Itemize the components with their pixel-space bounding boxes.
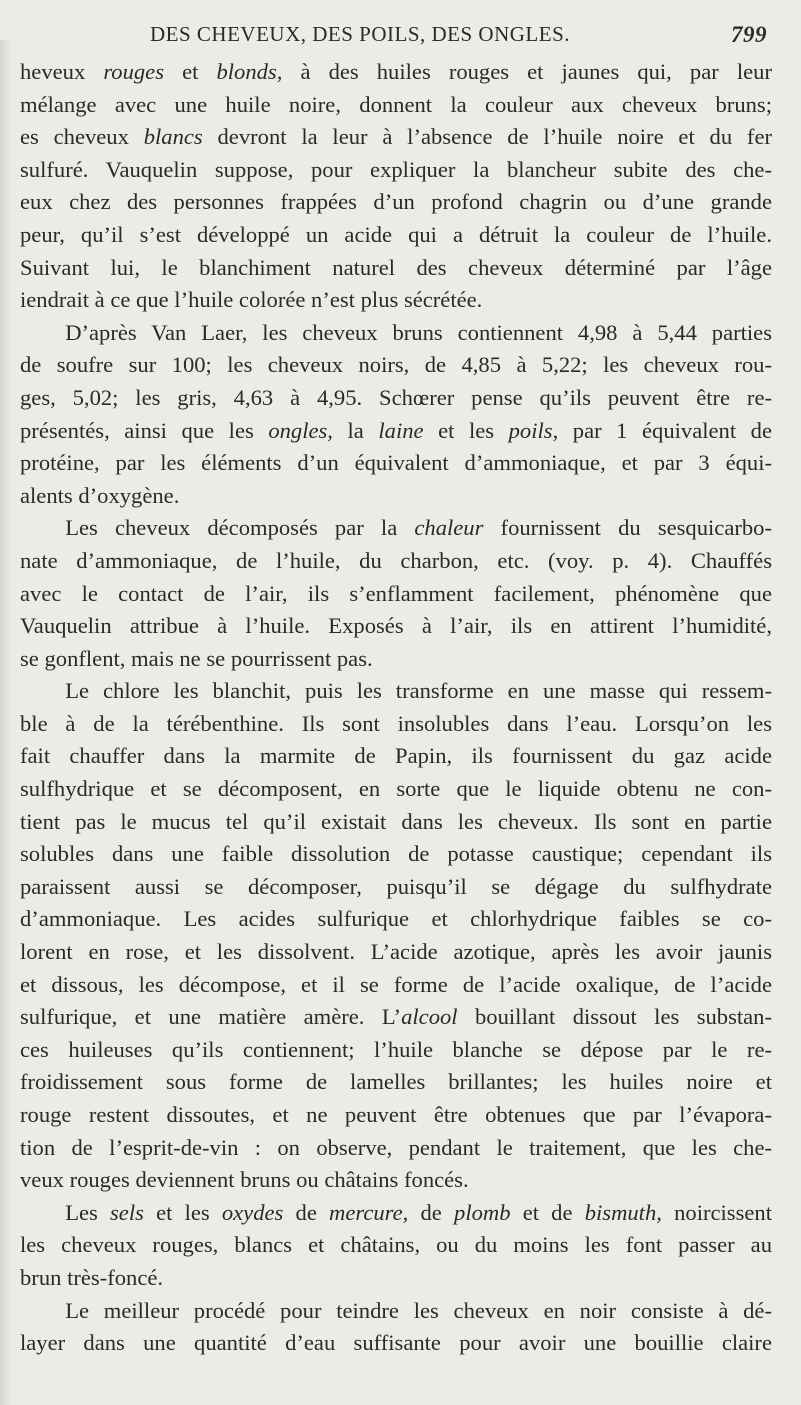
text-segment: ces huileuses qu’ils contiennent; l’huile blanche se dépose par le re-: [20, 1036, 772, 1062]
text-segment: Les: [20, 1199, 110, 1225]
text-line: [20, 1164, 772, 1197]
text-segment: eux chez des personnes frappées d’un profond chagrin ou d’une grande: [20, 189, 772, 215]
text-segment: devront la leur à l’absence de l’huile noire et du fer: [202, 124, 772, 150]
text-line: [20, 610, 772, 643]
text-segment: sulfurique, et une matière amère. L’: [20, 1004, 402, 1030]
text-segment: es cheveux: [20, 124, 144, 150]
text-segment: froidissement sous forme de lamelles brillantes; les huiles noire et: [20, 1069, 772, 1095]
text-segment: Les cheveux décomposés par la: [20, 515, 415, 541]
text-segment: peur, qu’il s’est développé un acide qui a détruit la couleur de l’huile.: [20, 221, 772, 247]
text-segment: les cheveux rouges, blancs et châtains, ou du moins les font passer au: [20, 1232, 772, 1258]
text-line: [20, 1034, 772, 1067]
text-line: [20, 252, 772, 285]
text-segment: D’après Van Laer, les cheveux bruns contiennent 4,98 à 5,44 parties: [20, 319, 772, 345]
text-segment: fournissent du sesquicarbo-: [483, 515, 772, 541]
text-segment: layer dans une quantité d’eau suffisante pour avoir une bouillie claire: [20, 1330, 772, 1356]
text-line: [20, 1197, 772, 1230]
text-segment: la: [332, 417, 379, 443]
text-line: [20, 447, 772, 480]
text-line: [20, 806, 772, 839]
text-segment: à des huiles rouges et jaunes qui, par leur: [282, 59, 772, 84]
text-segment: ges, 5,02; les gris, 4,63 à 4,95. Schœrer pense qu’ils peuvent être re-: [20, 384, 772, 410]
text-line: [20, 643, 772, 676]
italic-text-segment: plomb: [454, 1199, 511, 1225]
italic-text-segment: blonds,: [216, 59, 283, 84]
body-text: [20, 56, 772, 1360]
text-segment: ble à de la térébenthine. Ils sont insolubles dans l’eau. Lorsqu’on les: [20, 710, 772, 736]
page-number: 799: [731, 22, 767, 47]
italic-text-segment: sels: [110, 1199, 144, 1225]
text-line: [20, 903, 772, 936]
text-segment: et: [164, 59, 217, 84]
text-segment: nate d’ammoniaque, de l’huile, du charbon, etc. (voy. p. 4). Chauffés: [20, 547, 772, 573]
text-line: [20, 121, 772, 154]
text-segment: rouge restent dissoutes, et ne peuvent être obtenues que par l’évapora-: [20, 1102, 772, 1127]
text-line: [20, 936, 772, 969]
text-segment: Vauquelin attribue à l’huile. Exposés à l’air, ils en attirent l’humidité,: [20, 613, 772, 639]
text-segment: de: [408, 1199, 455, 1225]
text-line: [20, 154, 772, 187]
italic-text-segment: mercure,: [329, 1199, 409, 1225]
text-line: [20, 89, 772, 122]
text-line: [20, 56, 772, 89]
text-line: [20, 186, 772, 219]
text-segment: solubles dans une faible dissolution de potasse caustique; cependant ils: [20, 841, 772, 867]
text-line: [20, 480, 772, 513]
binding-gutter-shadow: [0, 40, 12, 1405]
text-line: [20, 740, 772, 773]
text-segment: alents d’oxygène.: [20, 482, 180, 508]
text-segment: fait chauffer dans la marmite de Papin, ils fournissent du gaz acide: [20, 743, 772, 769]
italic-text-segment: laine: [378, 417, 424, 443]
text-line: [20, 349, 772, 382]
text-segment: sulfuré. Vauquelin suppose, pour expliquer la blancheur subite des che-: [20, 156, 772, 182]
text-segment: Suivant lui, le blanchiment naturel des cheveux déterminé par l’âge: [20, 254, 772, 280]
text-segment: de: [283, 1199, 330, 1225]
text-line: [20, 545, 772, 578]
text-segment: Le chlore les blanchit, puis les transforme en une masse qui ressem-: [20, 678, 772, 704]
text-segment: avec le contact de l’air, ils s’enflamment facilement, phénomène que: [20, 580, 772, 606]
text-segment: et les: [143, 1199, 222, 1225]
text-line: [20, 415, 772, 448]
text-line: [20, 838, 772, 871]
text-line: [20, 1262, 772, 1295]
text-line: [20, 382, 772, 415]
text-line: [20, 1132, 772, 1165]
text-segment: de soufre sur 100; les cheveux noirs, de 4,85 à 5,22; les cheveux rou-: [20, 352, 772, 378]
italic-text-segment: chaleur: [414, 515, 484, 541]
text-segment: protéine, par les éléments d’un équivalent d’ammoniaque, et par 3 équi-: [20, 450, 772, 476]
text-segment: tion de l’esprit-de-vin : on observe, pendant le traitement, que les che-: [20, 1134, 772, 1160]
text-line: [20, 1229, 772, 1262]
text-line: [20, 1001, 772, 1034]
text-segment: sulfhydrique et se décomposent, en sorte que le liquide obtenu ne con-: [20, 776, 772, 802]
text-line: [20, 578, 772, 611]
text-line: [20, 1066, 772, 1099]
text-segment: et de: [510, 1199, 585, 1225]
text-segment: par 1 équivalent de: [558, 417, 772, 443]
text-segment: bouillant dissout les substan-: [457, 1004, 772, 1030]
text-segment: veux rouges deviennent bruns ou châtains foncés.: [20, 1167, 469, 1193]
italic-text-segment: rouges: [103, 59, 164, 84]
text-segment: paraissent aussi se décomposer, puisqu’il se dégage du sulfhydrate: [20, 873, 772, 899]
text-line: [20, 219, 772, 252]
text-segment: brun très-foncé.: [20, 1264, 164, 1290]
text-line: [20, 1327, 772, 1360]
text-segment: heveux: [20, 59, 104, 84]
italic-text-segment: ongles,: [268, 417, 333, 443]
text-line: [20, 708, 772, 741]
text-line: [20, 1099, 772, 1132]
italic-text-segment: blancs: [143, 124, 203, 150]
text-line: [20, 969, 772, 1002]
text-line: [20, 675, 772, 708]
text-segment: et dissous, les décompose, et il se forme de l’acide oxalique, de l’acide: [20, 971, 772, 997]
text-segment: se gonflent, mais ne se pourrissent pas.: [20, 645, 373, 671]
italic-text-segment: poils,: [508, 417, 559, 443]
text-segment: tient pas le mucus tel qu’il existait dans les cheveux. Ils sont en partie: [20, 808, 772, 834]
italic-text-segment: oxydes: [221, 1199, 284, 1225]
text-line: [20, 773, 772, 806]
text-line: [20, 512, 772, 545]
text-segment: d’ammoniaque. Les acides sulfurique et chlorhydrique faibles se co-: [20, 906, 772, 932]
italic-text-segment: bismuth,: [584, 1199, 662, 1225]
text-line: [20, 1295, 772, 1328]
italic-text-segment: alcool: [401, 1004, 458, 1030]
text-line: [20, 871, 772, 904]
text-segment: présentés, ainsi que les: [20, 417, 269, 443]
text-segment: mélange avec une huile noire, donnent la couleur aux cheveux bruns;: [20, 91, 772, 117]
text-segment: noircissent: [661, 1199, 772, 1225]
text-segment: lorent en rose, et les dissolvent. L’acide azotique, après les avoir jaunis: [20, 939, 772, 965]
text-segment: et les: [423, 417, 509, 443]
text-line: [20, 317, 772, 350]
running-title: DES CHEVEUX, DES POILS, DES ONGLES.: [150, 22, 571, 46]
running-head: [150, 22, 767, 52]
text-segment: Le meilleur procédé pour teindre les cheveux en noir consiste à dé-: [20, 1297, 772, 1323]
text-segment: iendrait à ce que l’huile colorée n’est plus sécrétée.: [20, 287, 483, 313]
text-line: [20, 284, 772, 317]
